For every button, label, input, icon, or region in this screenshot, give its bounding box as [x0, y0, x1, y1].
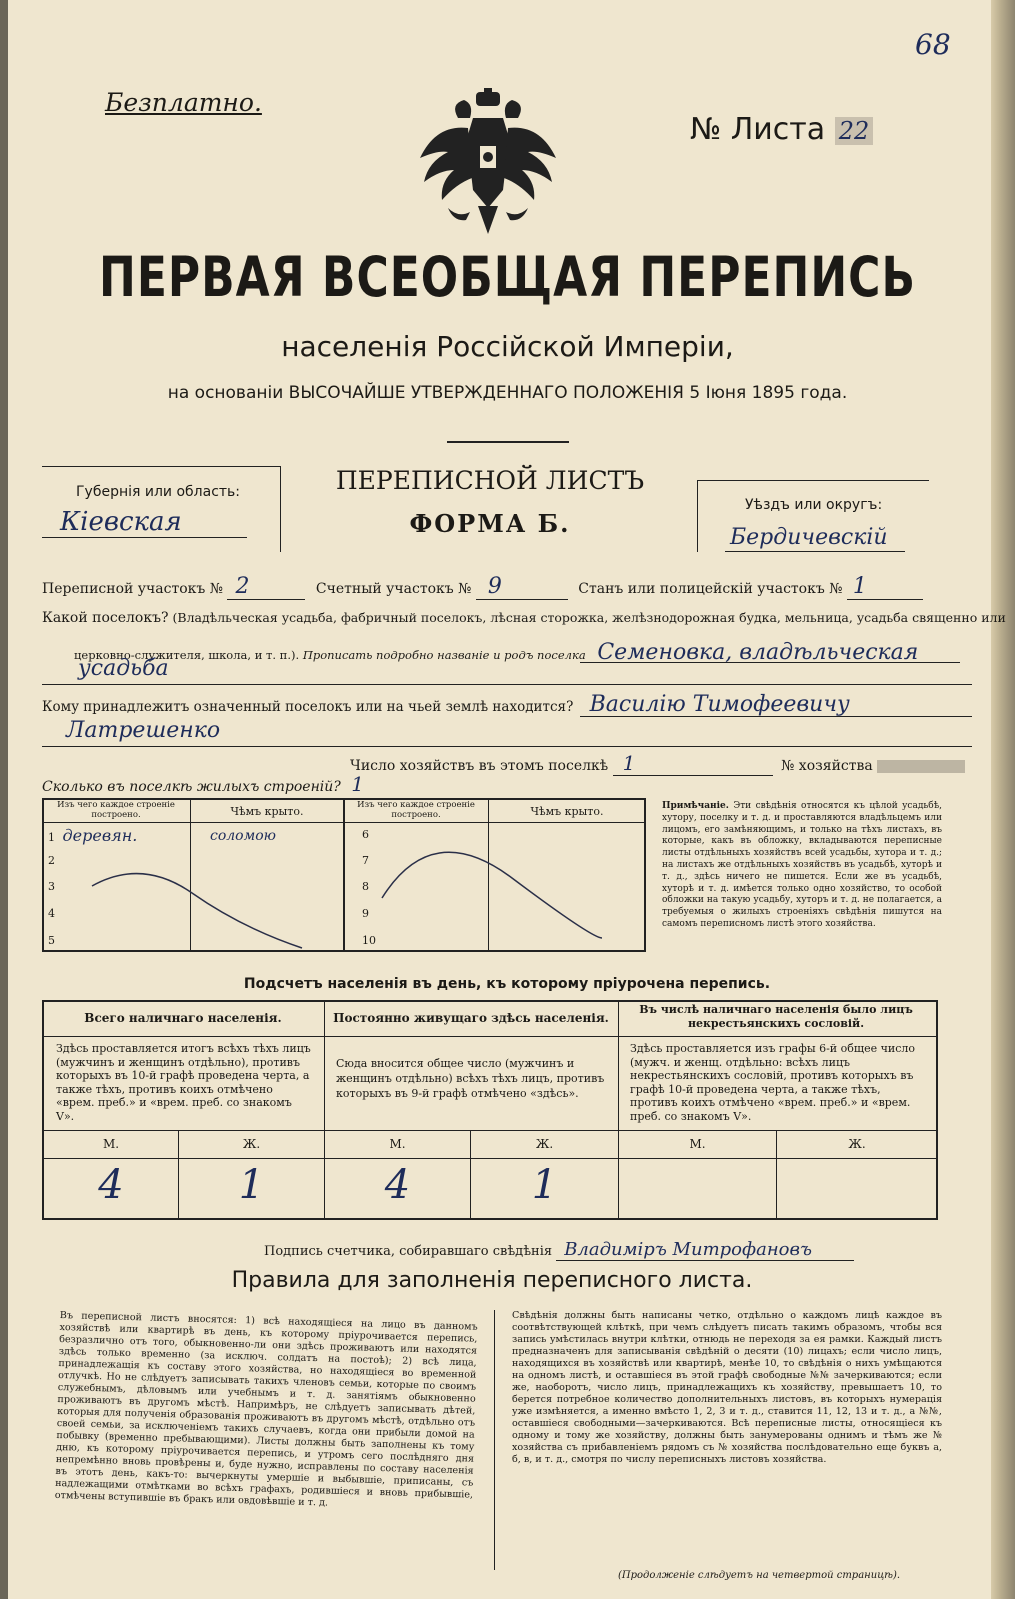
stan-value: 1	[847, 574, 923, 600]
population-m-label-1: М.	[102, 1137, 120, 1151]
buildings-row	[42, 772, 364, 796]
sheet-number	[690, 112, 873, 147]
population-m-label-3: М.	[689, 1137, 706, 1151]
building-row-9: 9	[362, 907, 369, 920]
owner-question: Кому принадлежитъ означенный поселокъ или на чьей землѣ находится?	[42, 699, 574, 715]
gubernia-value: Кіевская	[60, 507, 182, 537]
buildings-col-material-r: Изъ чего каждое строеніе построено.	[357, 800, 475, 820]
total-zh-value: 1	[238, 1162, 265, 1208]
rules-left-column: Въ переписной листъ вносятся: 1) всѣ находящіеся на лицо въ данномъ хозяйствѣ или квартирѣ въ день, къ которому пріурочивается перепись, безразлично отъ того, обыкновенно-ли они здѣсь проживаютъ или находятся здѣсь только временно (за исключ. солдатъ на постоѣ); 2) всѣ лица, принадлежащія къ составу этого хозяйства, но находящіеся во временной отлучкѣ. Но не слѣдуетъ записывать такихъ членовъ семьи, которые по своимъ служебнымъ, дѣловымъ или учебнымъ и т. д. занятіямъ обыкновенно проживаютъ въ другомъ мѣстѣ. Напримѣръ, не слѣдуетъ записывать дѣтей, которыя для полученія образованія проживаютъ въ другомъ мѣстѣ, отдѣльно отъ своей семьи, за исключеніемъ такихъ случаевъ, когда они прибыли домой на побывку (временно пребывающими). Листы должны быть заполнены къ тому дню, къ которому пріурочивается перепись, и утромъ сего послѣдняго дня непремѣнно вновь провѣрены и, буде нужно, исправлены по составу населенія въ этотъ день, какъ-то: вычеркнуты умершіе и выбывшіе, приписаны, съ надлежащими отмѣтками во всѣхъ графахъ, родившіеся и вновь прибывшіе, отмѣчены вступившіе въ бракъ или овдовѣвшіе и т. д.	[54, 1310, 478, 1509]
population-col1-text: Здѣсь проставляется итогъ всѣхъ тѣхъ лицъ (мужчинъ и женщинъ отдѣльно), противъ которыхъ въ 10-й графѣ проведена черта, а также тѣхъ, противъ коихъ отмѣчено «врем. преб.» и «врем. преб. со знакомъ V».	[56, 1042, 311, 1123]
double-headed-eagle-icon	[418, 88, 558, 238]
building-row-6: 6	[362, 828, 369, 841]
household-no-label: № хозяйства	[781, 758, 873, 774]
population-heading: Подсчетъ населенія въ день, къ которому пріурочена перепись.	[243, 976, 771, 992]
settlement-answer-1: Семеновка, владѣльческая	[597, 640, 919, 665]
households-value: 1	[613, 751, 773, 776]
count-district-label: Счетный участокъ №	[315, 581, 472, 597]
gubernia-label: Губернія или область:	[76, 484, 241, 500]
gubernia-box-right	[280, 466, 281, 552]
signature-label: Подпись счетчика, собиравшаго свѣдѣнія	[264, 1244, 553, 1259]
permanent-zh-value: 1	[531, 1162, 558, 1208]
buildings-note	[662, 801, 942, 931]
settlement-question-label: Какой поселокъ?	[42, 610, 169, 626]
settlement-hint-1: (Владѣльческая усадьба, фабричный поселокъ, лѣсная сторожка, желѣзнодорожная будка, мельница, усадьба священно или	[172, 610, 1006, 625]
owner-answer-1: Василію Тимофеевичу	[589, 692, 850, 717]
sheet-number-label: № Листа	[690, 112, 826, 147]
count-district-value: 9	[476, 574, 568, 600]
building-row-3: 3	[48, 880, 55, 893]
population-zh-label-2: Ж.	[535, 1137, 554, 1151]
population-col-line-2	[618, 1000, 619, 1220]
buildings-col-roof-l: Чѣмъ крыто.	[230, 805, 304, 818]
rules-divider	[494, 1310, 495, 1570]
building-row-10: 10	[362, 934, 376, 947]
building-row-8: 8	[362, 880, 369, 893]
uezd-value: Бердичевскій	[730, 525, 888, 550]
uezd-box-left	[697, 480, 698, 552]
population-m-label-2: М.	[389, 1137, 406, 1151]
population-col2-text: Сюда вносится общее число (мужчинъ и женщинъ отдѣльно) всѣхъ тѣхъ лицъ, противъ которыхъ въ 9-й графѣ отмѣчено «здѣсь».	[336, 1057, 605, 1100]
rules-right-column: Свѣдѣнія должны быть написаны четко, отдѣльно о каждомъ лицѣ каждое въ соотвѣтствующей клѣткѣ, при чемъ слѣдуетъ писать такимъ образомъ, чтобы вся запись умѣстилась внутри клѣтки, отнюдь не переходя за ея рамки. Каждый листъ предназначенъ для записыванія свѣдѣній о десяти (10) лицахъ; если число лицъ, находящихся въ хозяйствѣ или квартирѣ, менѣе 10, то свѣдѣнія о нихъ умѣщаются на одномъ листѣ, и оставшіеся въ этой графѣ свободные №№ зачеркиваются; если же, наоборотъ, число лицъ, принадлежащихъ къ хозяйству, превышаетъ 10, то берется потребное количество дополнительныхъ листовъ, въ которыхъ нумерація уже измѣняется, а именно вмѣсто 1, 2, 3 и т. д., ставится 11, 12, 13 и т. д., а №№, оставшіеся свободными—зачеркиваются. Всѣ переписные листы, относящіеся къ одному и тому же хозяйству, должны быть занумерованы однимъ и тѣмъ же № хозяйства съ прибавленіемъ рядомъ съ № хозяйства послѣдовательно еще буквъ а, б, в, и т. д., смотря по числу переписныхъ листовъ хозяйства.	[512, 1310, 942, 1465]
free-label: Безплатно.	[105, 88, 262, 117]
census-district-value: 2	[227, 574, 305, 600]
buildings-col-roof-r: Чѣмъ крыто.	[530, 805, 604, 818]
household-no-value	[877, 760, 965, 773]
page-number: 68	[915, 28, 951, 61]
buildings-col-material-l: Изъ чего каждое строеніе построено.	[57, 800, 175, 820]
building-roof: соломою	[210, 828, 276, 844]
building-row-2: 2	[48, 854, 55, 867]
buildings-strike-marks	[42, 798, 646, 952]
page-subtitle: населенія Россійской Имперіи,	[281, 330, 734, 363]
settlement-answer-2: усадьба	[78, 656, 169, 681]
note-title: Примѣчаніе.	[662, 801, 729, 811]
rules-heading: Правила для заполненія переписного листа.	[231, 1268, 753, 1293]
settlement-underline-1	[580, 662, 960, 663]
population-zh-label-1: Ж.	[242, 1137, 261, 1151]
stan-label: Станъ или полицейскій участокъ №	[578, 581, 843, 597]
households-row	[350, 751, 965, 776]
form-heading: ПЕРЕПИСНОЙ ЛИСТЪ	[335, 466, 645, 495]
permanent-m-value: 4	[384, 1162, 411, 1208]
gubernia-underline	[42, 537, 247, 538]
population-mz-bottom	[42, 1158, 938, 1159]
settlement-underline-2	[42, 684, 972, 685]
owner-answer-2: Латрешенко	[66, 718, 221, 743]
owner-underline-1	[580, 716, 972, 717]
signature-value: Владиміръ Митрофановъ	[556, 1239, 854, 1261]
page-title: ПЕРВАЯ ВСЕОБЩАЯ ПЕРЕПИСЬ	[99, 246, 916, 310]
uezd-box-top	[697, 480, 929, 481]
page-edge-right	[991, 0, 1015, 1599]
sheet-number-value: 22	[835, 117, 874, 145]
legal-basis: на основаніи ВЫСОЧАЙШЕ УТВЕРЖДЕННАГО ПОЛОЖЕНІЯ 5 Іюня 1895 года.	[167, 383, 848, 403]
building-material: деревян.	[62, 826, 138, 845]
building-row-num: 1	[48, 831, 55, 844]
population-header-line	[42, 1036, 938, 1037]
population-col2-title: Постоянно живущаго здѣсь населенія.	[333, 1011, 609, 1025]
population-col1-title: Всего наличнаго населенія.	[84, 1011, 282, 1025]
owner-row	[42, 692, 850, 717]
note-text: Эти свѣдѣнія относятся къ цѣлой усадьбѣ, хутору, поселку и т. д. и проставляются владѣльцемъ или лицомъ, его замѣняющимъ, и только на тѣхъ листахъ, въ которые, какъ въ обложку, вкладываются переписные листы отдѣльныхъ хозяйствъ всей усадьбы, хутора и т. д.; на листахъ же отдѣльныхъ хозяйствъ въ усадьбѣ, хуторѣ и т. д., здѣсь ничего не пишется. Если же въ усадьбѣ, хуторѣ и т. д. имѣется только одно хозяйство, то особой обложки на такую усадьбу, хуторъ и т. д. не полагается, а требуемыя о жилыхъ строеніяхъ свѣдѣнія пишутся на самомъ переписномъ листѣ этого хозяйства.	[662, 801, 942, 929]
form-type: ФОРМА Б.	[409, 509, 571, 538]
settlement-instruction: Прописать подробно названіе и родъ поселка	[302, 648, 586, 662]
owner-underline-2	[42, 746, 972, 747]
total-m-value: 4	[98, 1162, 124, 1208]
divider	[447, 441, 569, 443]
district-line	[42, 574, 923, 600]
population-zh-label-3: Ж.	[848, 1137, 866, 1151]
signature-row	[264, 1239, 854, 1261]
building-row-4: 4	[48, 907, 55, 920]
households-label: Число хозяйствъ въ этомъ поселкѣ	[350, 758, 609, 774]
census-district-label: Переписной участокъ №	[42, 581, 223, 597]
settlement-question	[42, 610, 1006, 626]
uezd-underline	[725, 551, 905, 552]
buildings-label: Сколько въ поселкѣ жилыхъ строеній?	[42, 779, 341, 795]
building-row-5: 5	[48, 934, 55, 947]
population-col3-title: Въ числѣ наличнаго населенія было лицъ некрестьянскихъ сословій.	[639, 1003, 913, 1030]
gubernia-box-top	[42, 466, 280, 467]
population-col3-text: Здѣсь проставляется изъ графы 6-й общее число (мужч. и женщ. отдѣльно: всѣхъ лицъ некрестьянскихъ сословій, противъ которыхъ въ графѣ 10-й проведена черта, а также тѣхъ, противъ коихъ отмѣчено «врем. преб.» и «врем. преб. со знакомъ V».	[630, 1042, 915, 1123]
settlement-hint-2: церковно-служителя, школа, и т. п.).	[74, 648, 300, 662]
buildings-value: 1	[351, 772, 364, 796]
uezd-label: Уѣздъ или округъ:	[745, 497, 883, 513]
page-edge-left	[0, 0, 8, 1599]
building-row-7: 7	[362, 854, 369, 867]
population-mz-top	[42, 1130, 938, 1131]
rules-continued: (Продолженіе слѣдуетъ на четвертой страницѣ).	[618, 1570, 901, 1581]
